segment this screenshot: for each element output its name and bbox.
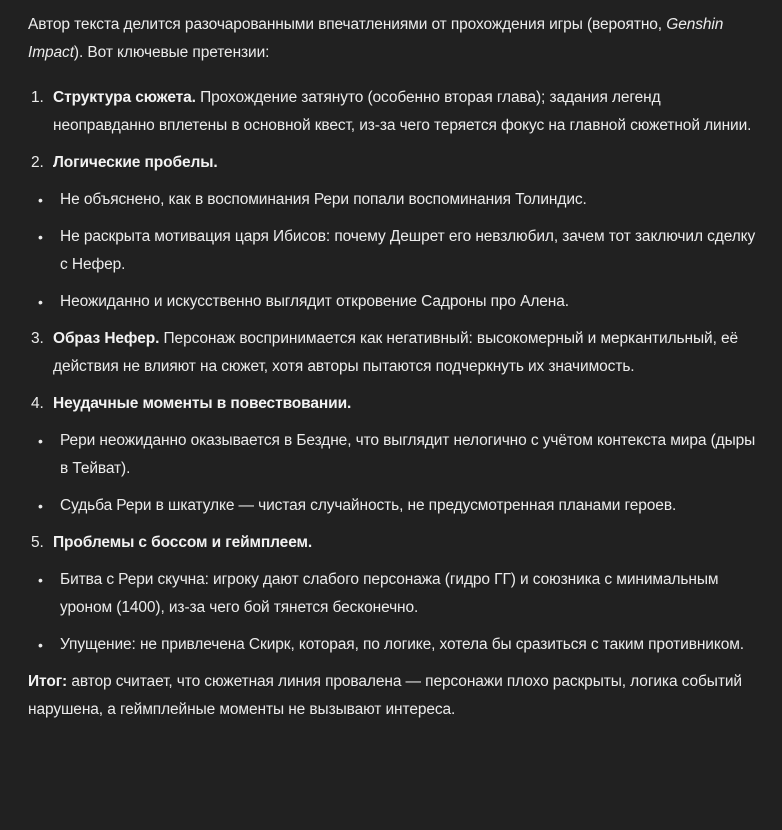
bullet-item	[28, 186, 756, 214]
numbered-item-1	[28, 84, 756, 140]
item-text	[28, 673, 742, 718]
bullet-icon: •	[38, 192, 43, 208]
item-text	[53, 390, 756, 418]
list-number: 1.	[31, 89, 44, 106]
text-run-italic: Genshin Impact	[28, 16, 724, 61]
text-run: Неожиданно и искусственно выглядит откровение Садроны про Алена.	[60, 293, 569, 310]
text-run: Битва с Рери скучна: игроку дают слабого персонажа (гидро ГГ) и союзника с минимальным уроном (1400), из-за чего бой тянется бесконечно.	[60, 571, 719, 616]
bullet-icon: •	[38, 294, 43, 310]
item-text	[60, 566, 756, 622]
bullet-item	[28, 223, 756, 279]
numbered-item-3	[28, 325, 756, 381]
bullet-item	[28, 566, 756, 622]
list-number: 2.	[31, 154, 44, 171]
intro-paragraph	[28, 11, 756, 67]
bullet-item	[28, 288, 756, 316]
text-run: автор считает, что сюжетная линия провалена — персонажи плохо раскрыты, логика событий нарушена, а геймплейные моменты не вызывают интереса.	[28, 673, 742, 718]
bullet-item	[28, 631, 756, 659]
summary-paragraph	[28, 668, 756, 724]
text-run-bold: Логические пробелы.	[53, 154, 218, 171]
text-run-bold: Неудачные моменты в повествовании.	[53, 395, 352, 412]
item-text	[53, 325, 756, 381]
bullet-item	[28, 492, 756, 520]
text-run-bold: Образ Нефер.	[53, 330, 160, 347]
item-text	[60, 288, 756, 316]
item-text	[60, 223, 756, 279]
text-run: Упущение: не привлечена Скирк, которая, по логике, хотела бы сразиться с таким противником.	[60, 636, 744, 653]
text-run-bold: Структура сюжета.	[53, 89, 196, 106]
text-run: Персонаж воспринимается как негативный: высокомерный и меркантильный, её действия не влияют на сюжет, хотя авторы пытаются подчеркнуть их значимость.	[53, 330, 739, 375]
bullet-icon: •	[38, 637, 43, 653]
list-number: 3.	[31, 330, 44, 347]
item-text	[53, 529, 756, 557]
list-number: 4.	[31, 395, 44, 412]
bullet-icon: •	[38, 572, 43, 588]
text-run-bold: Итог:	[28, 673, 68, 690]
numbered-item-4	[28, 390, 756, 418]
text-run: Прохождение затянуто (особенно вторая глава); задания легенд неоправданно вплетены в основной квест, из-за чего теряется фокус на главной сюжетной линии.	[53, 89, 752, 134]
text-run: Не объяснено, как в воспоминания Рери попали воспоминания Толиндис.	[60, 191, 587, 208]
text-run: Не раскрыта мотивация царя Ибисов: почему Дешрет его невзлюбил, зачем тот заключил сделку с Нефер.	[60, 228, 756, 273]
text-run: Автор текста делится разочарованными впечатлениями от прохождения игры (вероятно,	[28, 16, 667, 33]
item-text	[60, 427, 756, 483]
numbered-item-5	[28, 529, 756, 557]
bullet-icon: •	[38, 229, 43, 245]
bullet-item	[28, 427, 756, 483]
item-text	[60, 186, 756, 214]
item-text	[53, 84, 756, 140]
item-text	[60, 631, 756, 659]
text-run-bold: Проблемы с боссом и геймплеем.	[53, 534, 313, 551]
item-text	[28, 16, 723, 61]
item-text	[60, 492, 756, 520]
text-run: Рери неожиданно оказывается в Бездне, что выглядит нелогично с учётом контекста мира (дыры в Тейват).	[60, 432, 756, 477]
bullet-icon: •	[38, 498, 43, 514]
text-run: Судьба Рери в шкатулке — чистая случайность, не предусмотренная планами героев.	[60, 497, 677, 514]
text-run: ). Вот ключевые претензии:	[73, 44, 270, 61]
item-text	[53, 149, 756, 177]
message-content	[28, 11, 756, 724]
bullet-icon: •	[38, 433, 43, 449]
list-number: 5.	[31, 534, 44, 551]
numbered-item-2	[28, 149, 756, 177]
